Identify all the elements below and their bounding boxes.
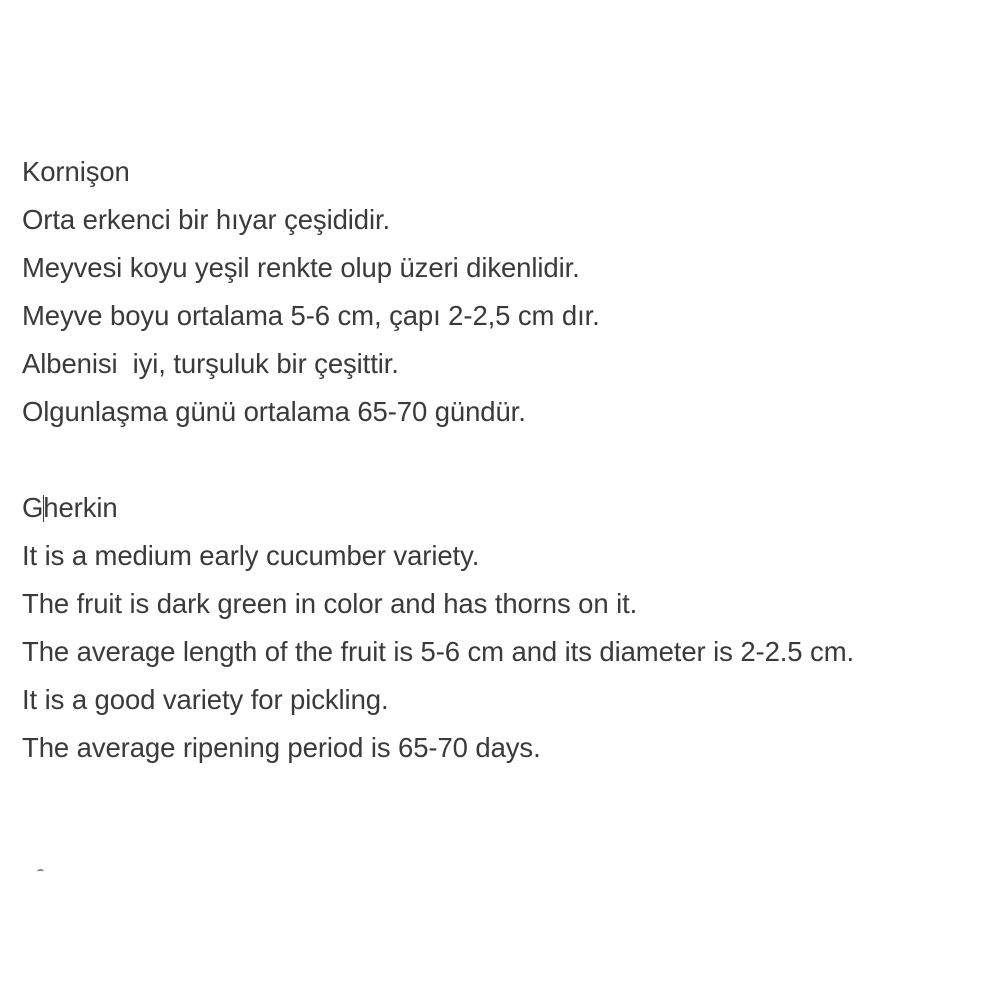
english-line-3: The average length of the fruit is 5-6 cm and its diameter is 2-2.5 cm. — [22, 636, 855, 667]
english-title-part-1: G — [22, 492, 44, 523]
stray-mark — [37, 869, 44, 874]
turkish-line-1: Orta erkenci bir hıyar çeşididir. — [22, 204, 391, 235]
english-title[interactable] — [22, 484, 992, 532]
paragraph-gap — [22, 436, 992, 484]
turkish-line-4: Albenisi iyi, turşuluk bir çeşittir. — [22, 348, 399, 379]
english-title-part-2: herkin — [43, 492, 118, 523]
english-line-1: It is a medium early cucumber variety. — [22, 540, 480, 571]
turkish-line-3: Meyve boyu ortalama 5-6 cm, çapı 2-2,5 cm dır. — [22, 300, 600, 331]
turkish-line-5: Olgunlaşma günü ortalama 65-70 gündür. — [22, 396, 526, 427]
english-line-4: It is a good variety for pickling. — [22, 684, 389, 715]
english-line-2: The fruit is dark green in color and has thorns on it. — [22, 588, 638, 619]
turkish-title: Kornişon — [22, 156, 130, 187]
turkish-line-2: Meyvesi koyu yeşil renkte olup üzeri dikenlidir. — [22, 252, 580, 283]
english-line-5: The average ripening period is 65-70 days. — [22, 732, 541, 763]
document-body — [22, 148, 992, 772]
